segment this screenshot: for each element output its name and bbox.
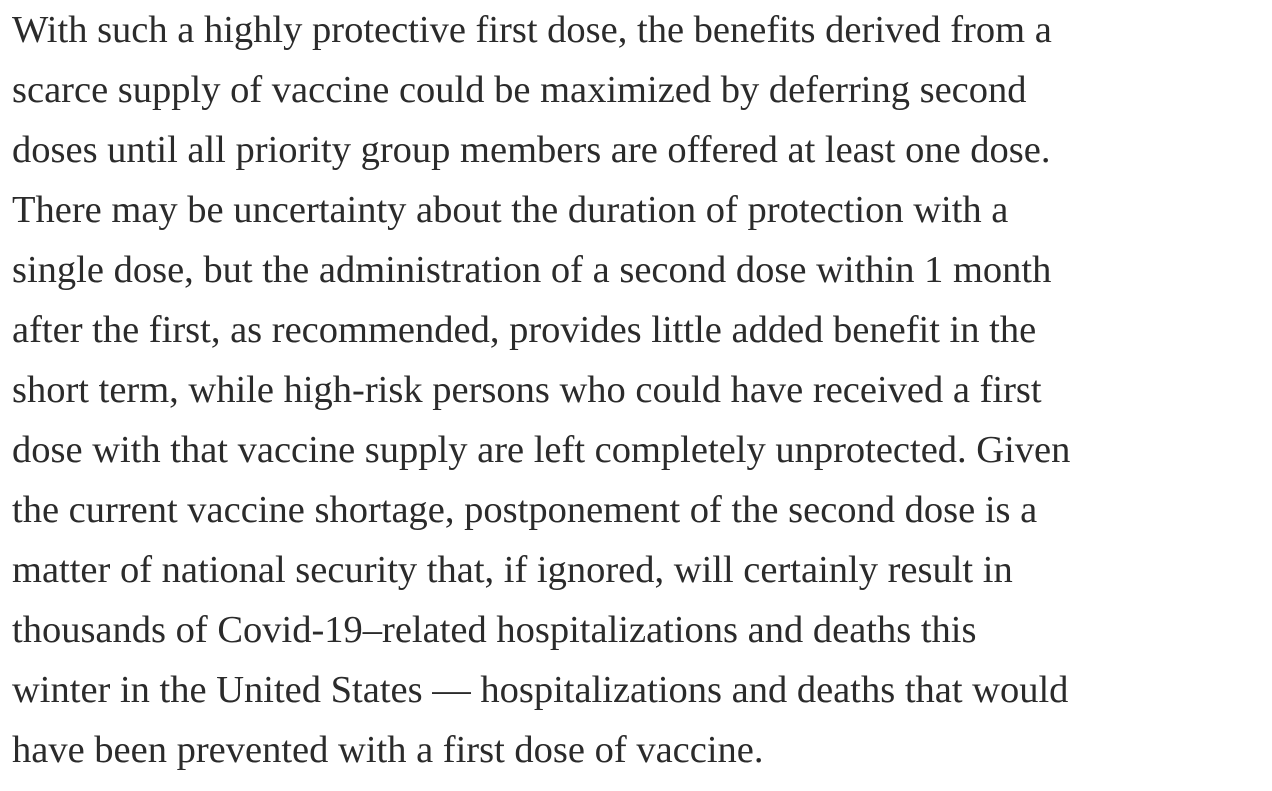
paragraph-line: single dose, but the administration of a second dose within 1 month — [12, 249, 1052, 291]
paragraph-line: matter of national security that, if ignored, will certainly result in — [12, 549, 1013, 591]
paragraph-line: dose with that vaccine supply are left completely unprotected. Given — [12, 429, 1071, 471]
paragraph-line: thousands of Covid-19–related hospitalizations and deaths this — [12, 609, 977, 651]
paragraph-line: the current vaccine shortage, postponement of the second dose is a — [12, 489, 1038, 531]
article-paragraph — [12, 0, 1272, 780]
paragraph-line: With such a highly protective first dose, the benefits derived from a — [12, 9, 1052, 51]
paragraph-line: have been prevented with a first dose of vaccine. — [12, 729, 764, 771]
paragraph-line: doses until all priority group members are offered at least one dose. — [12, 129, 1051, 171]
paragraph-line: scarce supply of vaccine could be maximized by deferring second — [12, 69, 1027, 111]
paragraph-line: after the first, as recommended, provides little added benefit in the — [12, 309, 1037, 351]
paragraph-line: winter in the United States — hospitalizations and deaths that would — [12, 669, 1069, 711]
paragraph-line: There may be uncertainty about the duration of protection with a — [12, 189, 1009, 231]
paragraph-line: short term, while high-risk persons who could have received a first — [12, 369, 1042, 411]
